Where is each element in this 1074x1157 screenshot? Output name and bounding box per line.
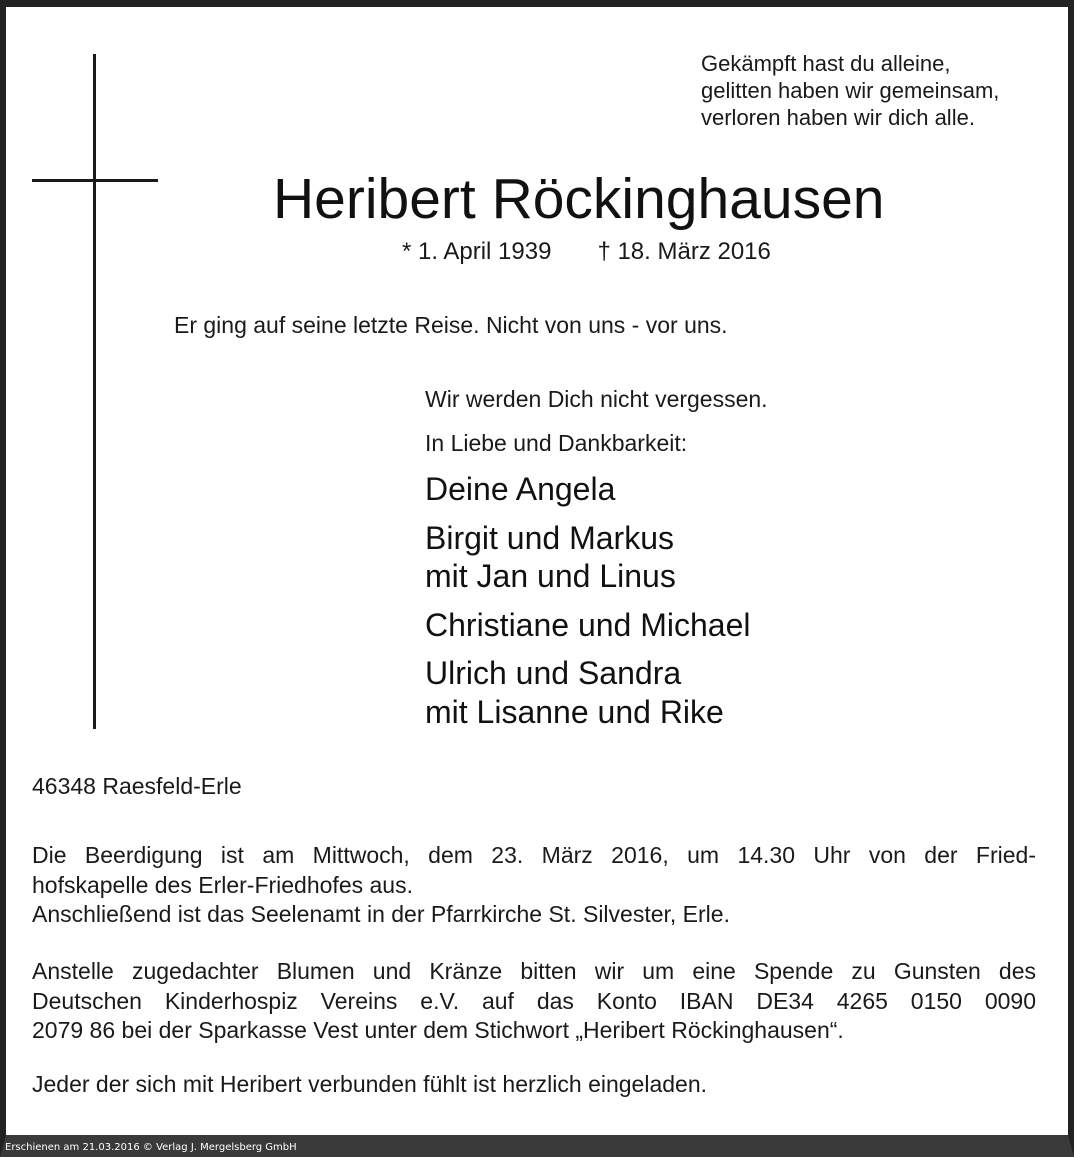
invitation-paragraph: Jeder der sich mit Heribert verbunden fühlt ist herzlich eingeladen. bbox=[32, 1071, 708, 1097]
funeral-line: Anschließend ist das Seelenamt in der Pfarrkirche St. Silvester, Erle. bbox=[32, 901, 730, 927]
mourner-name: Christiane und Michael bbox=[425, 606, 751, 643]
remembrance-line: Wir werden Dich nicht vergessen. bbox=[425, 386, 768, 412]
mourner-group bbox=[425, 606, 751, 645]
funeral-line: Die Beerdigung ist am Mittwoch, dem 23. März 2016, um 14.30 Uhr von der Fried- bbox=[32, 842, 1036, 868]
donation-line: Anstelle zugedachter Blumen und Kränze bitten wir um eine Spende zu Gunsten des bbox=[32, 958, 1036, 984]
mourner-group bbox=[425, 519, 751, 596]
donation-line: 2079 86 bei der Sparkasse Vest unter dem Stichwort „Heribert Röckinghausen“. bbox=[32, 1017, 844, 1043]
cross-icon-vertical-bar bbox=[93, 54, 96, 729]
funeral-paragraph bbox=[32, 841, 1036, 930]
funeral-line: hofskapelle des Erler-Friedhofes aus. bbox=[32, 871, 413, 898]
mourner-name: Deine Angela bbox=[425, 471, 616, 507]
poem-line: gelitten haben wir gemeinsam, bbox=[701, 78, 1000, 103]
mourner-group bbox=[425, 470, 751, 509]
cross-icon-horizontal-bar bbox=[32, 179, 158, 182]
deceased-name: Heribert Röckinghausen bbox=[273, 167, 885, 231]
mourner-name: Ulrich und Sandra bbox=[425, 655, 682, 691]
mourner-group bbox=[425, 654, 751, 731]
motto: Er ging auf seine letzte Reise. Nicht von uns - vor uns. bbox=[174, 312, 728, 338]
mourner-name: mit Jan und Linus bbox=[425, 558, 676, 594]
birth-date: * 1. April 1939 bbox=[402, 238, 552, 265]
poem bbox=[701, 50, 999, 131]
donation-line: Deutschen Kinderhospiz Vereins e.V. auf das Konto IBAN DE34 4265 0150 0090 bbox=[32, 987, 1036, 1014]
publication-footer: Erschienen am 21.03.2016 © Verlag J. Mergelsberg GmbH bbox=[5, 1142, 297, 1153]
mourner-name: mit Lisanne und Rike bbox=[425, 693, 724, 730]
life-dates bbox=[402, 236, 771, 268]
mourners-list bbox=[425, 470, 751, 741]
death-date: † 18. März 2016 bbox=[597, 238, 771, 265]
donation-paragraph bbox=[32, 957, 1036, 1046]
location: 46348 Raesfeld-Erle bbox=[32, 773, 242, 799]
gratitude-line: In Liebe und Dankbarkeit: bbox=[425, 430, 688, 456]
mourner-name: Birgit und Markus bbox=[425, 519, 674, 556]
poem-line: Gekämpft hast du alleine, bbox=[701, 51, 951, 76]
poem-line: verloren haben wir dich alle. bbox=[701, 105, 975, 130]
